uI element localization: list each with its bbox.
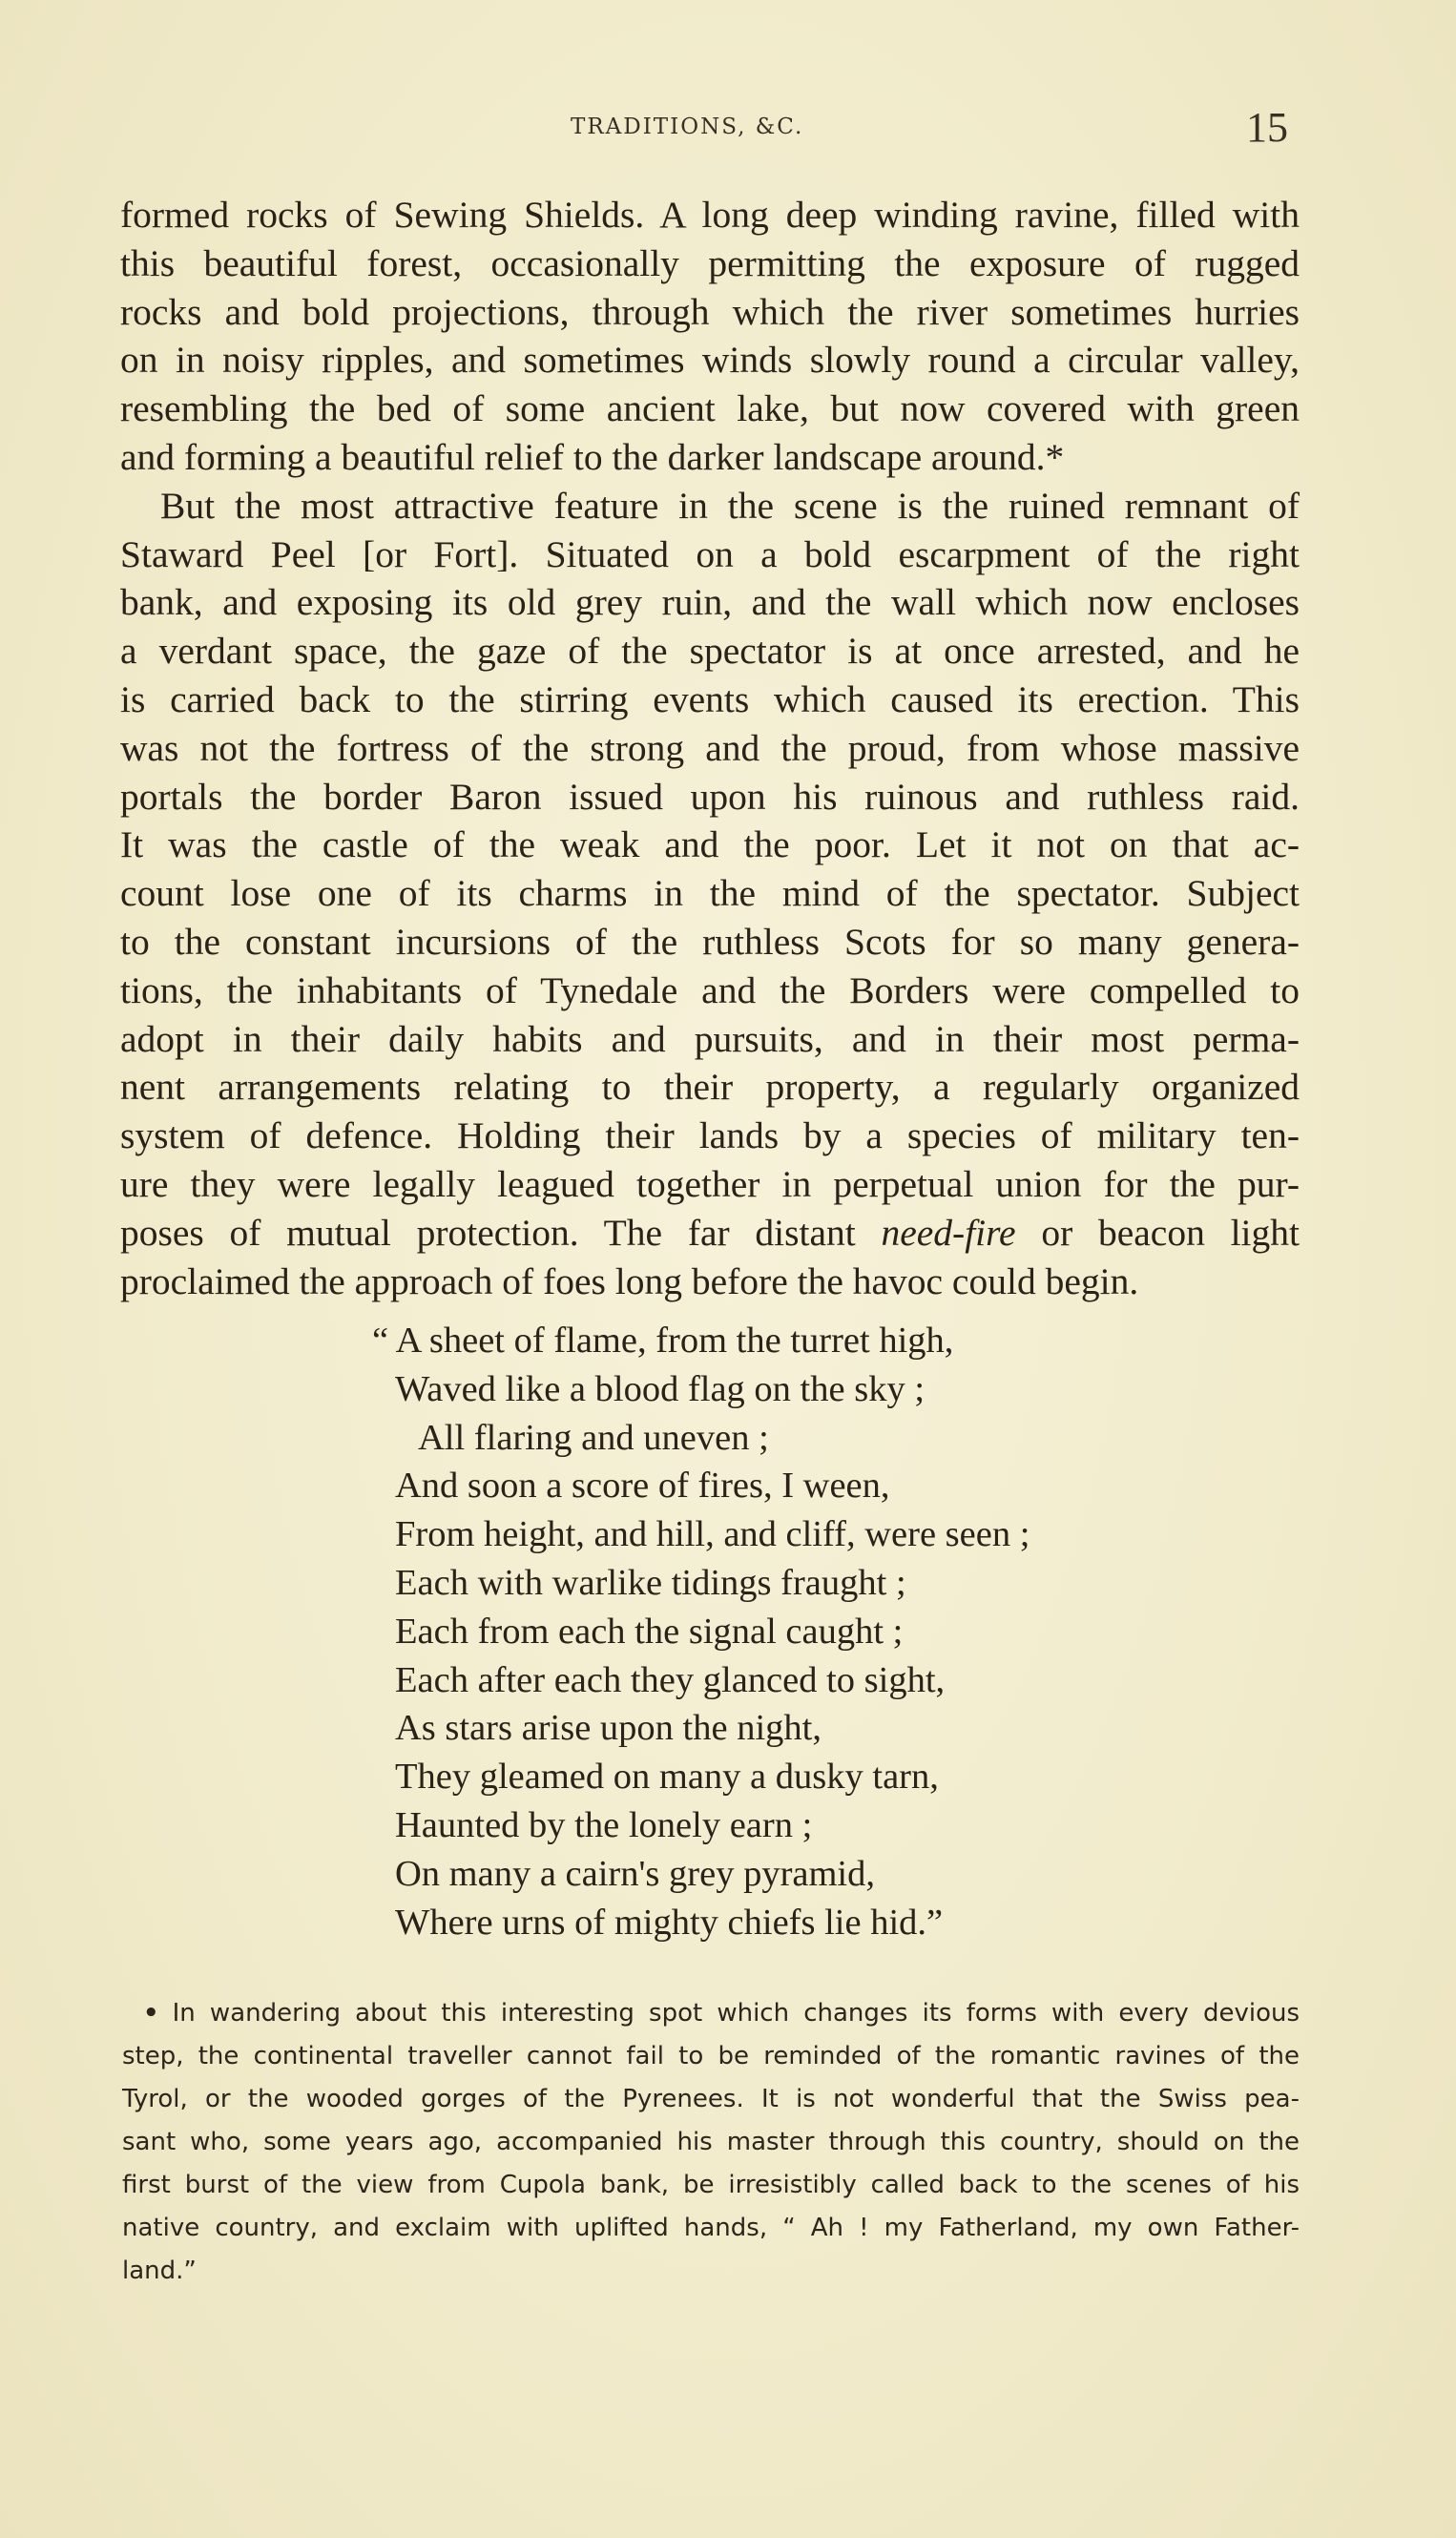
footnote-marker: • [143, 1999, 159, 2028]
text-line: nent arrangements relating to their property, a regularly organized [120, 1066, 1300, 1109]
footnote-line: step, the continental traveller cannot fail to be reminded of the romantic ravines of the [122, 2042, 1300, 2070]
footnote-line: first burst of the view from Cupola bank, be irresistibly called back to the scenes of his [122, 2171, 1300, 2199]
poem-line: Each with warlike tidings fraught ; [395, 1562, 906, 1603]
page-number: 15 [1246, 104, 1288, 151]
text-line: this beautiful forest, occasionally permitting the exposure of rugged [120, 241, 1300, 284]
poem-line: Each after each they glanced to sight, [395, 1659, 946, 1700]
text-line: rocks and bold projections, through which the river sometimes hurries [120, 290, 1300, 333]
text-line: to the constant incursions of the ruthless Scots for so many genera- [120, 920, 1300, 963]
text-line: a verdant space, the gaze of the spectator is at once arrested, and he [120, 630, 1300, 673]
text-line: count lose one of its charms in the mind of the spectator. Subject [120, 872, 1300, 915]
text-line: and forming a beautiful relief to the darker landscape around.* [120, 435, 1065, 478]
poem-line: Waved like a blood flag on the sky ; [395, 1368, 926, 1409]
italic-term: need-fire [881, 1211, 1016, 1254]
text-line: adopt in their daily habits and pursuits, and in their most perma- [120, 1017, 1300, 1060]
text-line: portals the border Baron issued upon his ruinous and ruthless raid. [120, 775, 1300, 818]
footnote-text: In wandering about this interesting spot which changes its forms with every devious [172, 1999, 1300, 2028]
poem-line: They gleamed on many a dusky tarn, [395, 1757, 939, 1798]
footnote-line: native country, and exclaim with uplifted hands, “ Ah ! my Fatherland, my own Father- [122, 2214, 1300, 2242]
running-head: TRADITIONS, &C. [571, 114, 804, 139]
text-line: Staward Peel [or Fort]. Situated on a bold escarpment of the right [120, 532, 1300, 575]
poem-line: From height, and hill, and cliff, were seen ; [395, 1514, 1030, 1555]
text-line: bank, and exposing its old grey ruin, and the wall which now encloses [120, 581, 1300, 624]
text-line: But the most attractive feature in the scene is the ruined remnant of [160, 484, 1300, 527]
quoted-poem [372, 1317, 1116, 1946]
text-line: tions, the inhabitants of Tynedale and the Borders were compelled to [120, 968, 1300, 1011]
text-line: formed rocks of Sewing Shields. A long deep winding ravine, filled with [120, 194, 1300, 236]
poem-line: On many a cairn's grey pyramid, [395, 1853, 876, 1894]
text-fragment: or beacon light [1015, 1211, 1300, 1254]
footnote-line [122, 1992, 1300, 2035]
text-line: was not the fortress of the strong and the proud, from whose massive [120, 726, 1300, 769]
text-line: proclaimed the approach of foes long before the havoc could begin. [120, 1259, 1139, 1302]
footnote-line: land.” [122, 2257, 197, 2285]
text-line-with-term [120, 1209, 1300, 1258]
page-header [0, 103, 1456, 160]
paragraph-2 [120, 482, 1300, 1306]
poem-line: As stars arise upon the night, [395, 1708, 822, 1749]
footnote-line: sant who, some years ago, accompanied his master through this country, should on the [122, 2128, 1300, 2156]
footnote [122, 1992, 1300, 2293]
footnote-line: Tyrol, or the wooded gorges of the Pyrenees. It is not wonderful that the Swiss pea- [122, 2085, 1300, 2113]
poem-line: Each from each the signal caught ; [395, 1611, 904, 1652]
body-text [120, 191, 1300, 1305]
text-line: is carried back to the stirring events which caused its erection. This [120, 677, 1300, 720]
poem-line: “ A sheet of flame, from the turret high, [372, 1321, 954, 1361]
poem-line: Haunted by the lonely earn ; [395, 1804, 813, 1845]
poem-line: And soon a score of fires, I ween, [395, 1466, 890, 1507]
poem-line: All flaring and uneven ; [418, 1417, 769, 1458]
text-line: system of defence. Holding their lands by a species of military ten- [120, 1114, 1300, 1157]
text-line: resembling the bed of some ancient lake, but now covered with green [120, 387, 1300, 430]
paragraph-1 [120, 191, 1300, 482]
text-line: ure they were legally leagued together in perpetual union for the pur- [120, 1162, 1300, 1205]
text-fragment: poses of mutual protection. The far distant [120, 1211, 882, 1254]
text-line: on in noisy ripples, and sometimes winds slowly round a circular valley, [120, 339, 1300, 382]
text-line: It was the castle of the weak and the poor. Let it not on that ac- [120, 823, 1300, 866]
poem-line: Where urns of mighty chiefs lie hid.” [395, 1902, 944, 1943]
